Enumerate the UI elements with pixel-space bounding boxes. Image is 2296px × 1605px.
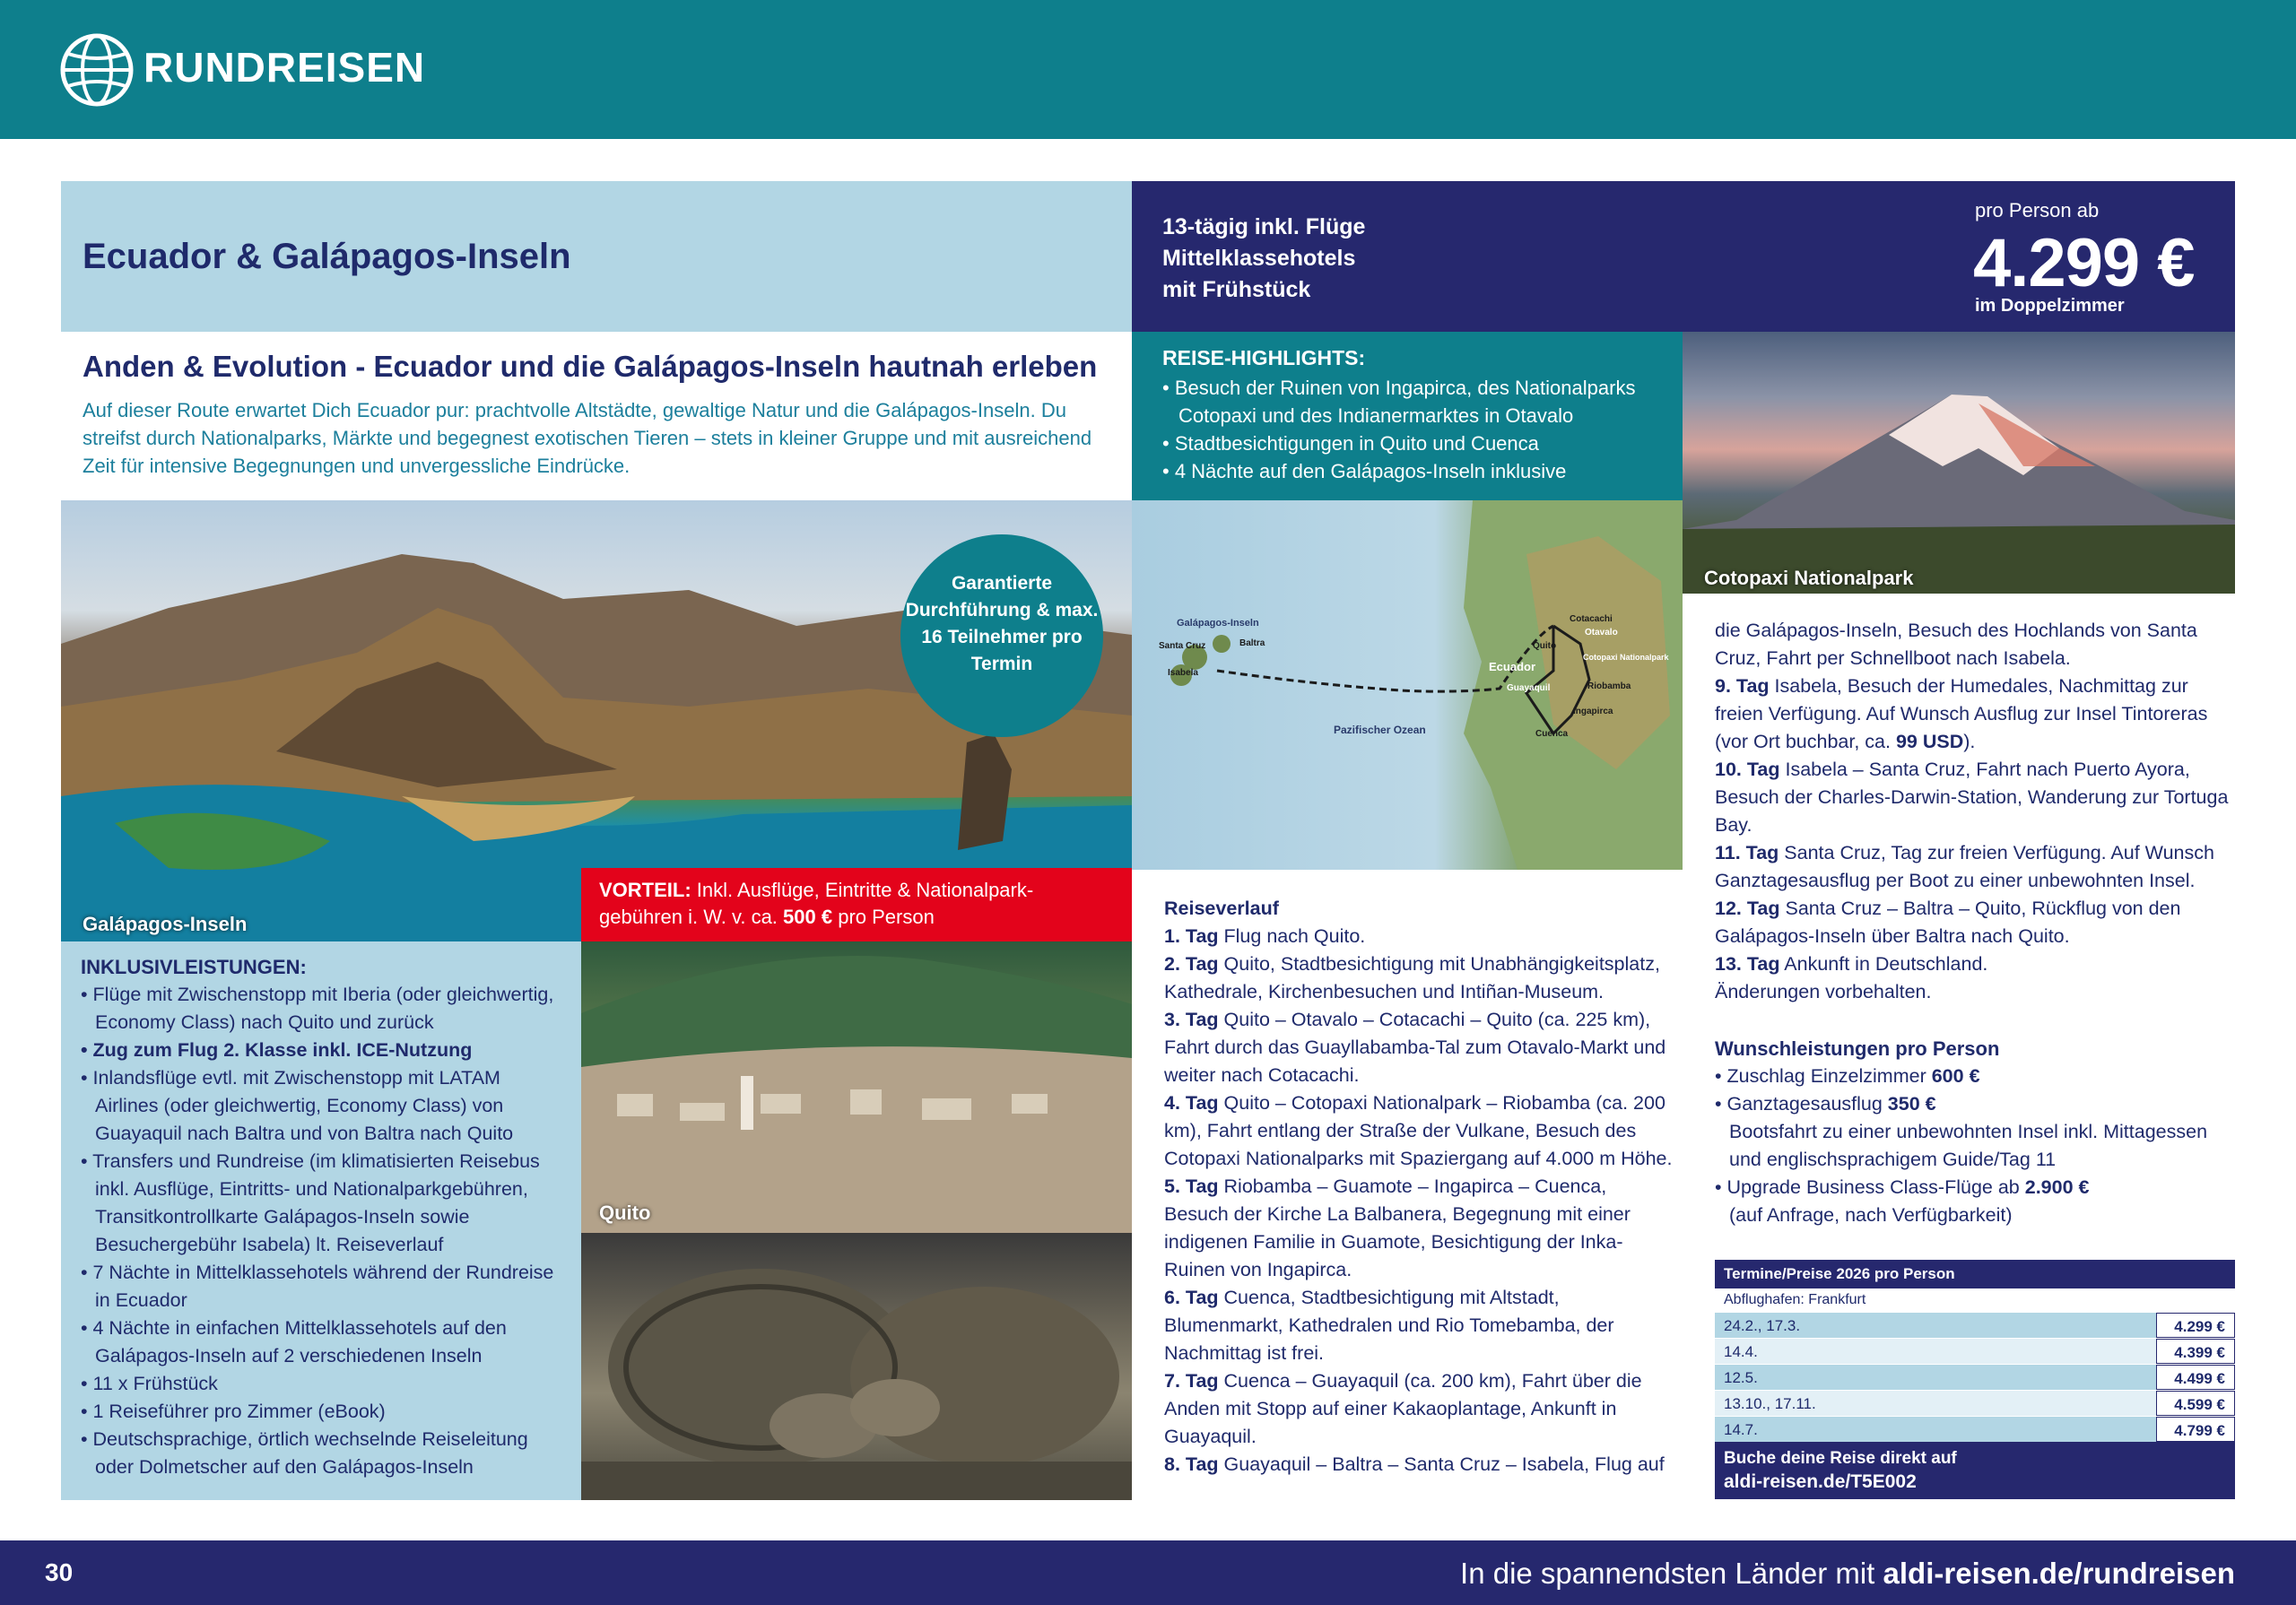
cotopaxi-landscape: [1683, 332, 2235, 594]
price-row: 12.5. 4.499 €: [1715, 1364, 2235, 1390]
page-number: 30: [45, 1558, 74, 1586]
quito-photo: [581, 941, 1132, 1233]
booking-cta-text: Buche deine Reise direkt auf: [1724, 1449, 1957, 1468]
map-label: Guayaquil: [1507, 683, 1551, 693]
itinerary-day: 13. Tag Ankunft in Deutschland.: [1715, 953, 1988, 975]
inclusive-item: • 11 x Frühstück: [81, 1373, 218, 1394]
booking-cta[interactable]: [1715, 1442, 2235, 1499]
map-label: Pazifischer Ozean: [1334, 724, 1426, 736]
map-label: Quito: [1533, 641, 1557, 651]
optional-title: Wunschleistungen pro Person: [1715, 1037, 2000, 1060]
globe-icon: [59, 32, 135, 108]
trip-title-box: [61, 181, 1132, 332]
route-map-graphic: [1132, 500, 1683, 870]
itinerary-day: 2. Tag Quito, Stadtbesichtigung mit Unabhängigkeitsplatz, Kathedrale, Kirchenbesuchen und Intiñan-Museum.: [1164, 953, 1660, 1002]
inclusive-title: INKLUSIVLEISTUNGEN:: [81, 956, 307, 978]
map-label: Santa Cruz: [1159, 641, 1206, 651]
price-row: 14.7. 4.799 €: [1715, 1416, 2235, 1442]
itinerary-continued: [1715, 617, 2235, 1006]
map-label: Riobamba: [1587, 681, 1631, 691]
inclusive-item: • Flüge mit Zwischenstopp mit Iberia (oder gleichwertig, Economy Class) nach Quito und zurück: [81, 984, 554, 1033]
trip-title: Ecuador & Galápagos-Inseln: [83, 237, 571, 276]
map-label: Otavalo: [1585, 628, 1618, 638]
itinerary-day: 5. Tag Riobamba – Guamote – Ingapirca – Cuenca, Besuch der Kirche La Balbanera, Begegnung mit einer indigenen Familie in Guamote, Besichtigung der Inka-Ruinen von Ingapirca.: [1164, 1176, 1631, 1280]
trip-subtitle: Anden & Evolution - Ecuador und die Galápagos-Inseln hautnah erleben: [83, 350, 1098, 383]
advantage-box: [581, 868, 1132, 941]
quito-cityscape: [581, 941, 1132, 1233]
price-table: [1715, 1260, 2235, 1499]
optional-item: • Upgrade Business Class-Flüge ab 2.900 €: [1715, 1176, 2090, 1198]
price-row: 24.2., 17.3. 4.299 €: [1715, 1312, 2235, 1338]
map-label: Ecuador: [1489, 660, 1536, 673]
highlight-item: • 4 Nächte auf den Galápagos-Inseln inklusive: [1162, 460, 1567, 482]
footer-link[interactable]: aldi-reisen.de/rundreisen: [1883, 1557, 2235, 1590]
price-row: 13.10., 17.11. 4.599 €: [1715, 1390, 2235, 1416]
itinerary-day: 7. Tag Cuenca – Guayaquil (ca. 200 km), Fahrt über die Anden mit Stopp auf einer Kakaoplantage, Ankunft in Guayaquil.: [1164, 1370, 1642, 1447]
highlights-title: REISE-HIGHLIGHTS:: [1162, 346, 1366, 369]
itinerary-day: 8. Tag Guayaquil – Baltra – Santa Cruz – Isabela, Flug auf: [1164, 1453, 1665, 1475]
price-table-title: Termine/Preise 2026 pro Person: [1715, 1260, 2235, 1288]
itinerary-day: 11. Tag Santa Cruz, Tag zur freien Verfügung. Auf Wunsch Ganztagesausflug per Boot zu einer unbewohnten Insel.: [1715, 842, 2214, 891]
trip-intro: Auf dieser Route erwartet Dich Ecuador pur: prachtvolle Altstädte, gewaltige Natur und die Galápagos-Inseln. Du streifst durch Nationalparks, Märkte und begegnest exotischen Tieren – stets in kleiner Gruppe und mit ausreichend Zeit für intensive Begegnungen und unvergessliche Eindrücke.: [83, 399, 1092, 477]
itinerary-day: 9. Tag Isabela, Besuch der Humedales, Nachmittag zur freien Verfügung. Auf Wunsch Ausflug zur Insel Tintoreras (vor Ort buchbar, ca. 99 USD).: [1715, 675, 2208, 752]
optional-item: • Zuschlag Einzelzimmer 600 €: [1715, 1065, 1980, 1087]
map-label: Cotacachi: [1570, 614, 1613, 624]
footer-bar: [0, 1540, 2296, 1605]
offer-line: 13-tägig inkl. Flüge: [1162, 214, 1366, 239]
map-label: Isabela: [1168, 668, 1198, 678]
photo-caption: Galápagos-Inseln: [83, 913, 248, 935]
inclusive-item: • Zug zum Flug 2. Klasse inkl. ICE-Nutzung: [81, 1039, 473, 1061]
optional-item-detail: Bootsfahrt zu einer unbewohnten Insel inkl. Mittagessen und englischsprachigem Guide/Tag 11: [1729, 1121, 2208, 1170]
booking-link[interactable]: aldi-reisen.de/T5E002: [1724, 1471, 1917, 1492]
photo-caption: Quito: [599, 1202, 651, 1224]
itinerary-day: 12. Tag Santa Cruz – Baltra – Quito, Rückflug von den Galápagos-Inseln über Baltra nach Quito.: [1715, 898, 2181, 947]
inclusive-services: [61, 941, 581, 1500]
tortoise-image: [581, 1233, 1132, 1500]
highlight-item: • Besuch der Ruinen von Ingapirca, des Nationalparks Cotopaxi und des Indianermarktes in Otavalo: [1162, 377, 1636, 427]
tortoise-photo: [581, 1233, 1132, 1500]
inclusive-item: • Transfers und Rundreise (im klimatisierten Reisebus inkl. Ausflüge, Eintritts- und Nationalparkgebühren, Transitkontrollkarte Galápagos-Inseln sowie Besuchergebühr Isabela) lt. Reiseverlauf: [81, 1150, 540, 1255]
map-label: Galápagos-Inseln: [1177, 618, 1259, 629]
itinerary-day: 10. Tag Isabela – Santa Cruz, Fahrt nach Puerto Ayora, Besuch der Charles-Darwin-Station, Wanderung zur Tortuga Bay.: [1715, 759, 2229, 836]
guarantee-badge: Garantierte Durchführung & max. 16 Teilnehmer pro Termin: [900, 534, 1103, 737]
itinerary-continued-text: die Galápagos-Inseln, Besuch des Hochlands von Santa Cruz, Fahrt per Schnellboot nach Isabela.: [1715, 620, 2197, 669]
map-label: Cuenca: [1535, 729, 1569, 739]
inclusive-item: • 7 Nächte in Mittelklassehotels während der Rundreise in Ecuador: [81, 1262, 554, 1311]
departure-airport: Abflughafen: Frankfurt: [1724, 1292, 1866, 1307]
inclusive-item: • 4 Nächte in einfachen Mittelklassehotels auf den Galápagos-Inseln auf 2 verschiedenen Inseln: [81, 1317, 507, 1366]
photo-caption: Cotopaxi Nationalpark: [1704, 567, 1914, 589]
price-row: 14.4. 4.399 €: [1715, 1338, 2235, 1364]
optional-item: • Ganztagesausflug 350 €: [1715, 1093, 1936, 1115]
advantage-label: VORTEIL:: [599, 879, 691, 901]
optional-services: [1715, 1035, 2235, 1229]
inclusive-item: • Inlandsflüge evtl. mit Zwischenstopp mit LATAM Airlines (oder gleichwertig, Economy Class) von Guayaquil nach Baltra und von Baltra nach Quito: [81, 1067, 514, 1144]
inclusive-item: • 1 Reiseführer pro Zimmer (eBook): [81, 1401, 386, 1422]
itinerary: [1164, 895, 1674, 1479]
itinerary-note: Änderungen vorbehalten.: [1715, 981, 1932, 1002]
price-from-label: pro Person ab: [1975, 199, 2100, 221]
offer-line: mit Frühstück: [1162, 277, 1311, 302]
offer-line: Mittelklassehotels: [1162, 246, 1356, 271]
cotopaxi-photo: [1683, 332, 2235, 594]
itinerary-day: 3. Tag Quito – Otavalo – Cotacachi – Quito (ca. 225 km), Fahrt durch das Guayllabamba-Tal zum Otavalo-Markt und weiter nach Cotacachi.: [1164, 1009, 1666, 1086]
highlight-item: • Stadtbesichtigungen in Quito und Cuenca: [1162, 432, 1539, 455]
offer-features: [1162, 212, 1365, 306]
route-map: [1132, 500, 1683, 870]
map-label: Cotopaxi Nationalpark: [1583, 653, 1669, 662]
advantage-amount: 500 €: [783, 906, 833, 928]
advantage-text: Inkl. Ausflüge, Eintritte & Nationalpark-: [691, 879, 1034, 901]
section-title: RUNDREISEN: [144, 44, 426, 91]
map-label: Baltra: [1239, 638, 1265, 648]
itinerary-day: 1. Tag Flug nach Quito.: [1164, 925, 1366, 947]
header-bar: [0, 0, 2296, 139]
inclusive-item: • Deutschsprachige, örtlich wechselnde Reiseleitung oder Dolmetscher auf den Galápagos-Inseln: [81, 1428, 528, 1478]
room-label: im Doppelzimmer: [1975, 296, 2125, 316]
price-value: 4.299 €: [1973, 225, 2195, 301]
optional-item-detail: (auf Anfrage, nach Verfügbarkeit): [1729, 1204, 2013, 1226]
itinerary-day: 4. Tag Quito – Cotopaxi Nationalpark – Riobamba (ca. 200 km), Fahrt entlang der Straße der Vulkane, Besuch des Cotopaxi Nationalparks mit Spaziergang auf 4.000 m Höhe.: [1164, 1092, 1673, 1169]
offer-box: [1132, 181, 2235, 332]
advantage-text: gebühren i. W. v. ca.: [599, 906, 784, 928]
itinerary-day: 6. Tag Cuenca, Stadtbesichtigung mit Altstadt, Blumenmarkt, Kathedralen und Rio Tomebamba, der Nachmittag ist frei.: [1164, 1287, 1614, 1364]
highlights-box: [1132, 332, 1683, 500]
advantage-text: pro Person: [832, 906, 935, 928]
map-label: Ingapirca: [1573, 707, 1613, 716]
footer-text: In die spannendsten Länder mit aldi-reisen.de/rundreisen: [1460, 1557, 2235, 1590]
itinerary-title: Reiseverlauf: [1164, 898, 1279, 919]
